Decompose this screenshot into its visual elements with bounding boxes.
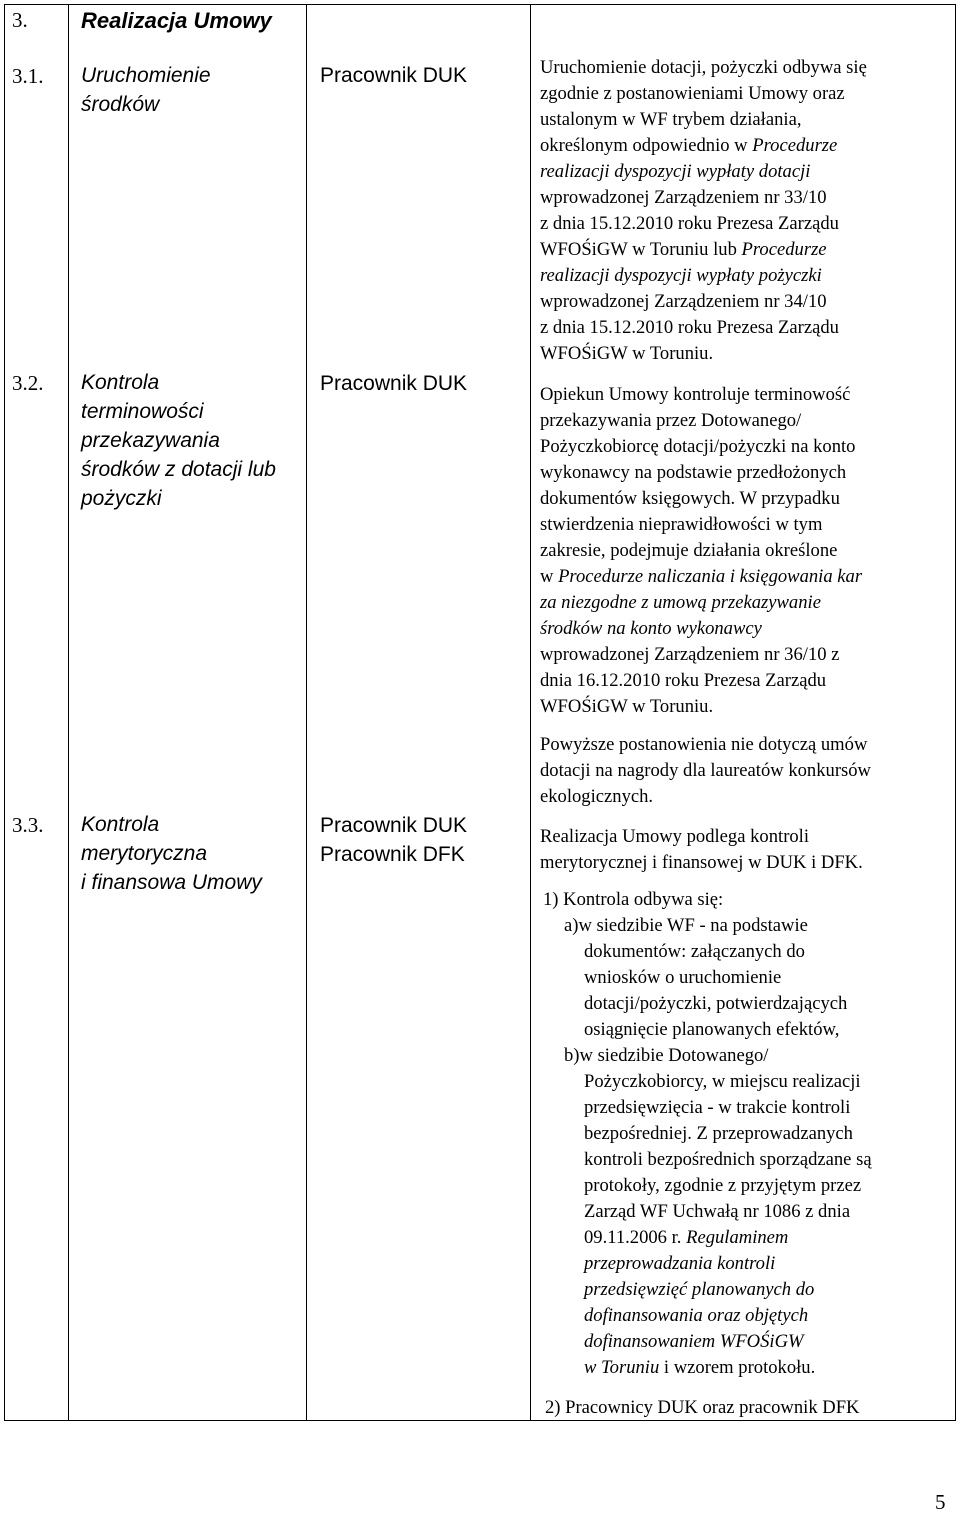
intro-line: Realizacja Umowy podlega kontroli bbox=[540, 826, 810, 847]
sub-item-line: Pożyczkobiorcy, w miejscu realizacji bbox=[584, 1071, 861, 1092]
name-line: merytoryczna bbox=[81, 842, 208, 865]
name-line: i finansowa Umowy bbox=[81, 871, 262, 894]
sub-item-line: w Toruniu i wzorem protokołu. bbox=[584, 1357, 816, 1378]
note-line: ekologicznych. bbox=[540, 786, 654, 807]
role-line: Pracownik DFK bbox=[320, 843, 465, 866]
list-item-2: 2) Pracownicy DUK oraz pracownik DFK bbox=[545, 1397, 860, 1418]
content-line: środków na konto wykonawcy bbox=[540, 618, 762, 639]
role-line: Pracownik DUK bbox=[320, 64, 468, 87]
note-line: dotacji na nagrody dla laureatów konkursów bbox=[540, 760, 871, 781]
intro-line: merytorycznej i finansowej w DUK i DFK. bbox=[540, 852, 863, 873]
row-number: 3.2. bbox=[12, 371, 44, 395]
content-line: określonym odpowiednio w Procedurze bbox=[540, 135, 838, 156]
content-line: wprowadzonej Zarządzeniem nr 33/10 bbox=[540, 187, 827, 208]
content-line: WFOŚiGW w Toruniu. bbox=[540, 696, 714, 717]
content-line: z dnia 15.12.2010 roku Prezesa Zarządu bbox=[540, 213, 839, 234]
content-line: realizacji dyspozycji wypłaty pożyczki bbox=[540, 265, 822, 286]
row-name bbox=[81, 61, 305, 119]
name-line: Uruchomienie bbox=[81, 64, 211, 87]
sub-item-line: przeprowadzania kontroli bbox=[584, 1253, 776, 1274]
name-line: Kontrola bbox=[81, 371, 160, 394]
sub-item-line: osiągnięcie planowanych efektów, bbox=[584, 1019, 840, 1040]
content-line: w Procedurze naliczania i księgowania kar bbox=[540, 566, 863, 587]
row-role bbox=[320, 369, 467, 398]
content-line: wprowadzonej Zarządzeniem nr 36/10 z bbox=[540, 644, 840, 665]
row-role bbox=[320, 61, 467, 90]
content-line: wprowadzonej Zarządzeniem nr 34/10 bbox=[540, 291, 827, 312]
name-line: środków z dotacji lub bbox=[81, 458, 276, 481]
table-border-top bbox=[4, 4, 956, 5]
sub-item-line: a)w siedzibie WF - na podstawie bbox=[564, 915, 808, 936]
sub-item-line: dofinansowaniem WFOŚiGW bbox=[584, 1331, 804, 1352]
table-border-right bbox=[955, 4, 956, 1421]
content-line: zakresie, podejmuje działania określone bbox=[540, 540, 838, 561]
content-line: za niezgodne z umową przekazywanie bbox=[540, 592, 821, 613]
row-note bbox=[540, 732, 950, 810]
content-line: ustalonym w WF trybem działania, bbox=[540, 109, 802, 130]
section-number: 3. bbox=[12, 8, 28, 32]
sub-item-b bbox=[543, 1043, 953, 1381]
table-divider-3 bbox=[530, 4, 531, 1421]
content-line: Uruchomienie dotacji, pożyczki odbywa się bbox=[540, 57, 867, 78]
list-item-1-label: 1) Kontrola odbywa się: bbox=[543, 889, 724, 910]
page-number: 5 bbox=[935, 1490, 946, 1514]
content-line: przekazywania przez Dotowanego/ bbox=[540, 410, 802, 431]
sub-item-line: protokoły, zgodnie z przyjętym przez bbox=[584, 1175, 862, 1196]
section-title: Realizacja Umowy bbox=[81, 8, 272, 33]
content-line: dokumentów księgowych. W przypadku bbox=[540, 488, 840, 509]
content-line: WFOŚiGW w Toruniu. bbox=[540, 343, 714, 364]
name-line: pożyczki bbox=[81, 487, 162, 510]
sub-item-line: Zarząd WF Uchwałą nr 1086 z dnia bbox=[584, 1201, 851, 1222]
row-number: 3.3. bbox=[12, 813, 44, 837]
table-divider-1 bbox=[68, 4, 69, 1421]
list-item-1 bbox=[543, 887, 953, 1381]
sub-item-line: 09.11.2006 r. Regulaminem bbox=[584, 1227, 789, 1248]
content-line: WFOŚiGW w Toruniu lub Procedurze bbox=[540, 239, 827, 260]
content-line: stwierdzenia nieprawidłowości w tym bbox=[540, 514, 823, 535]
content-line: Opiekun Umowy kontroluje terminowość bbox=[540, 384, 851, 405]
content-line: wykonawcy na podstawie przedłożonych bbox=[540, 462, 847, 483]
sub-item-line: przedsięwzięcia - w trakcie kontroli bbox=[584, 1097, 851, 1118]
name-line: przekazywania bbox=[81, 429, 220, 452]
role-line: Pracownik DUK bbox=[320, 814, 468, 837]
row-content bbox=[540, 55, 950, 367]
row-name bbox=[81, 810, 305, 897]
note-line: Powyższe postanowienia nie dotyczą umów bbox=[540, 734, 868, 755]
name-line: Kontrola bbox=[81, 813, 160, 836]
row-role bbox=[320, 811, 467, 869]
sub-item-line: dotacji/pożyczki, potwierdzających bbox=[584, 993, 848, 1014]
sub-item-line: bezpośredniej. Z przeprowadzanych bbox=[584, 1123, 853, 1144]
sub-item-line: dokumentów: załączanych do bbox=[584, 941, 805, 962]
sub-item-line: kontroli bezpośrednich sporządzane są bbox=[584, 1149, 872, 1170]
content-line: realizacji dyspozycji wypłaty dotacji bbox=[540, 161, 811, 182]
content-line: dnia 16.12.2010 roku Prezesa Zarządu bbox=[540, 670, 827, 691]
sub-item-a bbox=[543, 913, 953, 1043]
role-line: Pracownik DUK bbox=[320, 372, 468, 395]
sub-item-line: dofinansowania oraz objętych bbox=[584, 1305, 809, 1326]
sub-item-line: b)w siedzibie Dotowanego/ bbox=[564, 1045, 769, 1066]
table-divider-2 bbox=[306, 4, 307, 1421]
row-name bbox=[81, 368, 305, 513]
name-line: terminowości bbox=[81, 400, 204, 423]
row-content bbox=[540, 382, 950, 720]
name-line: środków bbox=[81, 93, 160, 116]
row-number: 3.1. bbox=[12, 64, 44, 88]
sub-item-line: wniosków o uruchomienie bbox=[584, 967, 782, 988]
sub-item-line: przedsięwzięć planowanych do bbox=[584, 1279, 815, 1300]
row-intro bbox=[540, 824, 950, 876]
content-line: Pożyczkobiorcę dotacji/pożyczki na konto bbox=[540, 436, 856, 457]
content-line: zgodnie z postanowieniami Umowy oraz bbox=[540, 83, 845, 104]
table-border-left bbox=[4, 4, 5, 1421]
content-line: z dnia 15.12.2010 roku Prezesa Zarządu bbox=[540, 317, 839, 338]
